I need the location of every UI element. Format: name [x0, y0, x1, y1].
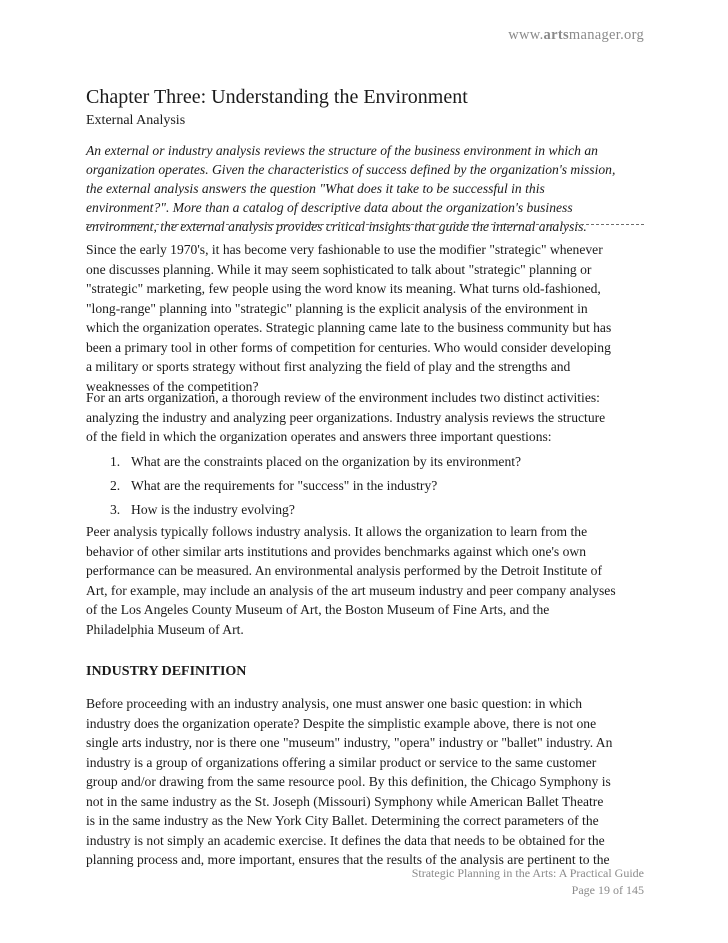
paragraph-line: one discusses planning. While it may seem sophisticated to talk about "strategic" planning or	[86, 261, 592, 277]
chapter-subtitle: External Analysis	[86, 113, 186, 128]
list-text: What are the requirements for "success" in the industry?	[131, 478, 438, 493]
footer-guide-title: Strategic Planning in the Arts: A Practical Guide	[411, 866, 644, 880]
abstract-line: organization operates. Given the characteristics of success defined by the organization's mission,	[86, 162, 616, 177]
url-suffix: manager.org	[568, 27, 644, 43]
list-item	[86, 476, 644, 500]
url-prefix: www.	[508, 27, 544, 43]
list-number: 2.	[110, 478, 121, 493]
paragraph-line: Philadelphia Museum of Art.	[86, 621, 244, 637]
abstract-line: the external analysis answers the question "What does it take to be successful in this	[86, 181, 545, 196]
paragraph-line: of the Los Angeles County Museum of Art, the Boston Museum of Fine Arts, and the	[86, 602, 550, 617]
paragraph-line: industry is not simply an academic exercise. It defines the data that needs to be obtained for the	[86, 832, 605, 848]
list-item	[86, 500, 644, 524]
chapter-title: Chapter Three: Understanding the Environment	[86, 86, 468, 108]
url-bold: arts	[543, 27, 569, 43]
paragraph-line: group and/or drawing from the same resource pool. By this definition, the Chicago Symphony is	[86, 774, 611, 789]
abstract-line: environment, the external analysis provides critical insights that guide the internal analysis.	[86, 219, 587, 234]
list-text: What are the constraints placed on the organization by its environment?	[131, 454, 522, 469]
paragraph-line: industry is a group of organizations offering a similar product or service to the same customer	[86, 754, 597, 770]
paragraph-line: industry does the organization operate? Despite the simplistic example above, there is not one	[86, 715, 597, 731]
list-text: How is the industry evolving?	[131, 502, 295, 517]
paragraph-line: analyzing the industry and analyzing peer organizations. Industry analysis reviews the structure	[86, 409, 606, 425]
paragraph-line: "strategic" marketing, few people using the word know its meaning. What turns old-fashioned,	[86, 281, 601, 296]
site-url	[86, 27, 644, 44]
body-paragraph-3	[86, 522, 644, 639]
dashed-divider	[86, 224, 644, 225]
paragraph-line: not in the same industry as the St. Joseph (Missouri) Symphony while American Ballet Theatre	[86, 793, 604, 809]
abstract-paragraph	[86, 141, 644, 236]
footer-page-number: Page 19 of 145	[571, 883, 644, 897]
paragraph-line: Peer analysis typically follows industry analysis. It allows the organization to learn from the	[86, 524, 588, 539]
paragraph-line: Before proceeding with an industry analysis, one must answer one basic question: in which	[86, 696, 583, 711]
list-item	[86, 452, 644, 476]
paragraph-line: Since the early 1970's, it has become very fashionable to use the modifier "strategic" whenever	[86, 242, 603, 257]
abstract-line: environment?". More than a catalog of descriptive data about the organization's business	[86, 200, 573, 215]
list-number: 3.	[110, 502, 121, 517]
paragraph-line: of the field in which the organization operates and answers three important questions:	[86, 429, 552, 444]
paragraph-line: behavior of other similar arts institutions and provides benchmarks against which one's own	[86, 543, 587, 559]
body-paragraph-1	[86, 240, 644, 396]
paragraph-line: a military or sports strategy without first analyzing the field of play and the strengths and	[86, 359, 571, 374]
paragraph-line: which the organization operates. Strategic planning came late to the business community but has	[86, 320, 612, 335]
section-heading: INDUSTRY DEFINITION	[86, 664, 247, 679]
abstract-line: An external or industry analysis reviews the structure of the business environment in which an	[86, 143, 598, 158]
body-paragraph-4	[86, 694, 644, 870]
paragraph-line: planning process and, more important, ensures that the results of the analysis are pertinent to the	[86, 852, 610, 867]
paragraph-line: been a primary tool in other forms of competition for centuries. Who would consider developing	[86, 339, 611, 355]
paragraph-line: performance can be measured. An environmental analysis performed by the Detroit Institute of	[86, 563, 603, 578]
paragraph-line: For an arts organization, a thorough review of the environment includes two distinct activities:	[86, 390, 600, 405]
paragraph-line: is in the same industry as the New York City Ballet. Determining the correct parameters of the	[86, 813, 599, 828]
body-paragraph-2	[86, 388, 644, 447]
list-number: 1.	[110, 454, 121, 469]
questions-list	[86, 452, 644, 524]
paragraph-line: single arts industry, nor is there one "museum" industry, "opera" industry or "ballet" industry. An	[86, 735, 613, 750]
paragraph-line: weaknesses of the competition?	[86, 378, 259, 394]
paragraph-line: Art, for example, may include an analysis of the art museum industry and peer company analyses	[86, 582, 616, 598]
paragraph-line: "long-range" planning into "strategic" planning is the explicit analysis of the environment in	[86, 300, 588, 316]
